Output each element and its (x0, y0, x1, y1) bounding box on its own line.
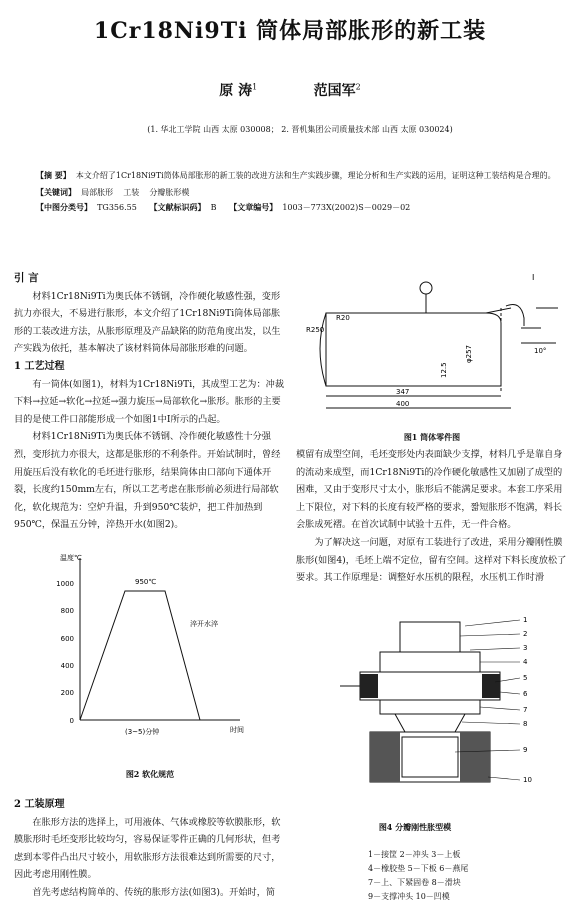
fig2-chart (30, 548, 270, 753)
fig4-legend-line: 9－支撑冲头 10－凹模 (368, 892, 450, 901)
fig4-legend-line: 7－上、下紧固卷 8－滑块 (368, 878, 461, 887)
fig2-ytick-800: 800 (60, 607, 74, 615)
fig1-dim-10: 10° (534, 347, 547, 355)
fig4-label-2: 2 (523, 630, 528, 638)
fig4-legend-line: 1－接筐 2－冲头 3－上板 (368, 850, 461, 859)
section2-p2: 首先考虑结构简单的、传统的胀形方法(如图3)。开始时，简 (32, 886, 276, 898)
left-column-upper (14, 270, 286, 446)
fig2-cool-label: 淬开水淬 (190, 620, 218, 628)
right-upper-text: 模留有成型空间，毛坯变形处内表面缺少支撑，材料几乎是靠自身的流动来成型，而1Cr18Ni9Ti的冷作硬化敏感性又加剧了成型的困难，又由于变形尺寸太小，胀形后不能满足要求。本套工序采用上下限位，对下料的长度有较严格的要求，짧短胀形不饱满，料长会胀成死褶。在首次试制中试验十五件，无一件合格。 (296, 449, 563, 531)
section1-p2: 材料1Cr18Ni9Ti为奥氏体不锈钢、冷作硬化敏感性十分强 (32, 431, 271, 443)
fig1-label-i: I (532, 273, 535, 282)
section1-heading: 1 工艺过程 (14, 360, 65, 372)
left-column-lower (14, 446, 286, 534)
intro-heading: 引 言 (14, 272, 39, 284)
fig2-caption: 图2 软化规范 (125, 769, 175, 779)
fig4-label-7: 7 (523, 706, 528, 714)
right-upper-p2: 为了解决这一问题，对原有工装进行了改进，采用分瓣刚性膜胀形(如图4)，毛坯上端不定位，留有空间。这样对下料长度放松了要求。其工作原理是：调整好水压机的限程，水压机工作时滑 (296, 536, 567, 584)
fig1-dim-r2: R250 (306, 326, 325, 334)
right-column-upper (296, 446, 568, 587)
fig4-label-10: 10 (523, 776, 532, 784)
section2-heading: 2 工装原理 (14, 799, 65, 810)
fig4-drawing (340, 612, 560, 792)
fig4-label-8: 8 (523, 720, 528, 728)
classification: 【中图分类号】 TG356.55 【文献标识码】 B 【文章编号】 1003－773X(2002)S－0029－02 (36, 202, 411, 212)
fig1-dim-len1: 347 (396, 388, 410, 396)
fig4-label-1: 1 (523, 616, 528, 624)
fig4-caption: 图4 分瓣刚性胀型模 (378, 822, 452, 832)
intro-text: 材料1Cr18Ni9Ti为奥氏体不锈钢，冷作硬化敏感性强，变形抗力亦很大，不易进行胀形，本文介绍了1Cr18Ni9Ti筒体局部胀形的工装改进方法，从胀形原理及产品缺陷的防范角度出发，以生产实践为依托，基本解决了该材料筒体局部胀形难的问题。 (14, 290, 281, 355)
paper-title: 1Cr18Ni9Ti 筒体局部胀形的新工装 (93, 18, 487, 44)
fig1-caption: 图1 筒体零件图 (403, 432, 461, 442)
fig1-dim-r: R20 (336, 314, 350, 322)
fig1-dim-phi: φ257 (465, 345, 473, 363)
fig4-label-6: 6 (523, 690, 528, 698)
figure-2 (30, 548, 270, 778)
fig2-ytick-600: 600 (60, 635, 74, 643)
keywords: 【关键词】 局部胀形 工装 分瓣胀形模 (36, 187, 190, 197)
fig2-xlabel: 时间 (230, 726, 244, 734)
section1-p1: 有一筒体(如图1)，材料为1Cr18Ni9Ti，其成型工艺为：冲裁下料→拉延→软化→拉延→强力旋压→局部软化→胀形。胀形的主要目的是使工件口部能形成一个如图1中Ⅰ所示的凸起。 (14, 378, 285, 425)
fig2-ytick-1000: 1000 (56, 580, 74, 588)
abstract: 【摘 要】 本文介绍了1Cr18Ni9Ti筒体局部胀形的新工装的改进方法和生产实践步骤，理论分析和生产实践的运用，证明这种工装结构是合理的。 (36, 170, 556, 180)
figure-4 (340, 612, 560, 792)
fig4-label-5: 5 (523, 674, 528, 682)
fig2-ytick-400: 400 (60, 662, 74, 670)
fig4-label-3: 3 (523, 644, 528, 652)
section2-p1: 在胀形方法的选择上，可用液体、气体或橡胶等软膜胀形，软膜胀形时毛坯变形比较均匀，容易保证零件正确的几何形状，但考虑到本零件凸出尺寸较小，用软胀形方法很难达到所需要的尺寸，因此考虑用刚性膜。 (14, 816, 281, 881)
fig2-ylabel: 温度℃ (60, 554, 82, 562)
fig4-legend (368, 848, 568, 904)
fig1-drawing (296, 268, 568, 428)
author-line (0, 80, 580, 100)
fig1-dim-len3: 12.5 (440, 362, 448, 378)
left-column-section2 (14, 796, 286, 902)
fig2-ytick-200: 200 (60, 689, 74, 697)
fig4-label-4: 4 (523, 658, 528, 666)
fig2-hold-label: (3~5)分钟 (125, 728, 160, 736)
author-1: 原 涛$^1$ (219, 82, 258, 99)
fig4-label-9: 9 (523, 746, 528, 754)
abstract-block (36, 168, 556, 215)
fig1-dim-len2: 400 (396, 400, 410, 408)
left-lower-text: 烈，变形抗力亦很大，这都是胀形的不利条件。开始试制时，曾经用旋压后没有软化的毛坯进行胀形，结果筒体由口部向下通体开裂，长度约150mm左右，所以工艺考虑在胀形前必须进行局部软化，软化规范为：空炉升温，升到950℃装炉，把工件加热到950℃，保温五分钟，淬热开水(如图2)。 (14, 449, 281, 531)
fig2-peak-label: 950℃ (135, 578, 157, 586)
fig2-ytick-0: 0 (69, 717, 74, 725)
author-2: 范国军$^2$ (313, 82, 361, 99)
fig4-legend-line: 4－橡胶垫 5－下板 6－燕尾 (368, 864, 469, 873)
affiliations: (1. 华北工学院 山西 太原 030008； 2. 晋机集团公司质量技术部 山西 太原 030024) (147, 125, 453, 134)
figure-1 (296, 268, 568, 442)
